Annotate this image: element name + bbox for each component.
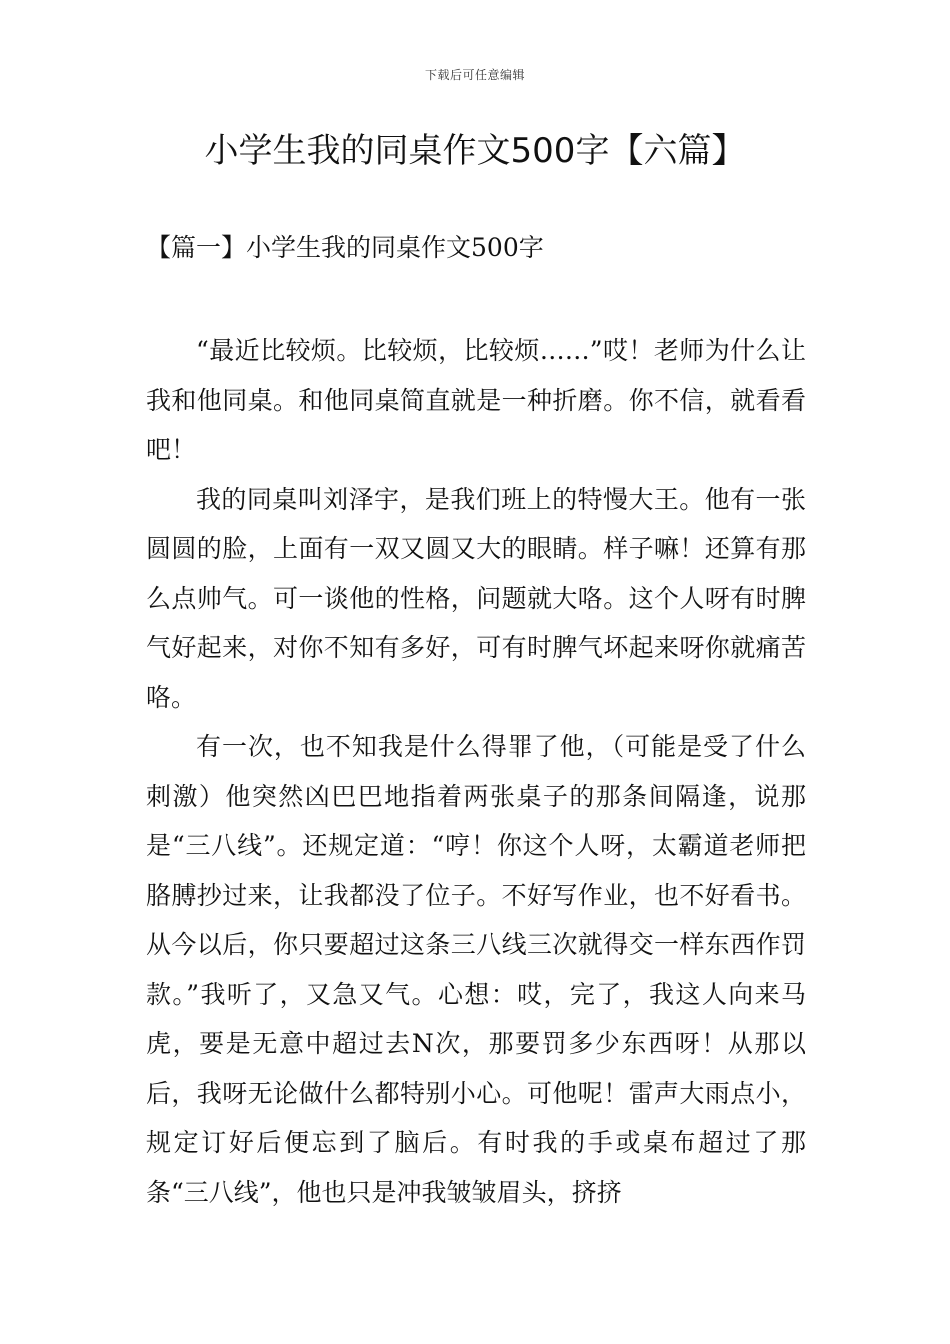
document-title: 小学生我的同桌作文500字【六篇】 xyxy=(204,131,746,171)
header-note: 下载后可任意编辑 xyxy=(424,68,525,82)
essay-body xyxy=(146,326,806,1217)
paragraph-2: 我的同桌叫刘泽宇，是我们班上的特慢大王。他有一张圆圆的脸，上面有一双又圆又大的眼睛。样子嘛！还算有那么点帅气。可一谈他的性格，问题就大咯。这个人呀有时脾气好起来，对你不知有多好，可有时脾气坏起来呀你就痛苦咯。 xyxy=(146,484,806,712)
section-heading: 【篇一】小学生我的同桌作文500字 xyxy=(146,233,544,262)
paragraph-1: “最近比较烦。比较烦，比较烦……”哎！老师为什么让我和他同桌。和他同桌简直就是一种折磨。你不信，就看看吧！ xyxy=(146,336,806,464)
paragraph-3: 有一次，也不知我是什么得罪了他，（可能是受了什么刺激）他突然凶巴巴地指着两张桌子的那条间隔逢，说那是“三八线”。还规定道：“哼！你这个人呀，太霸道老师把胳膊抄过来，让我都没了位子。不好写作业，也不好看书。从今以后，你只要超过这条三八线三次就得交一样东西作罚款。”我听了，又急又气。心想：哎，完了，我这人向来马虎，要是无意中超过去N次，那要罚多少东西呀！从那以后，我呀无论做什么都特别小心。可他呢！雷声大雨点小，规定订好后便忘到了脑后。有时我的手或桌布超过了那条“三八线”，他也只是冲我皱皱眉头，挤挤 xyxy=(146,732,806,1207)
